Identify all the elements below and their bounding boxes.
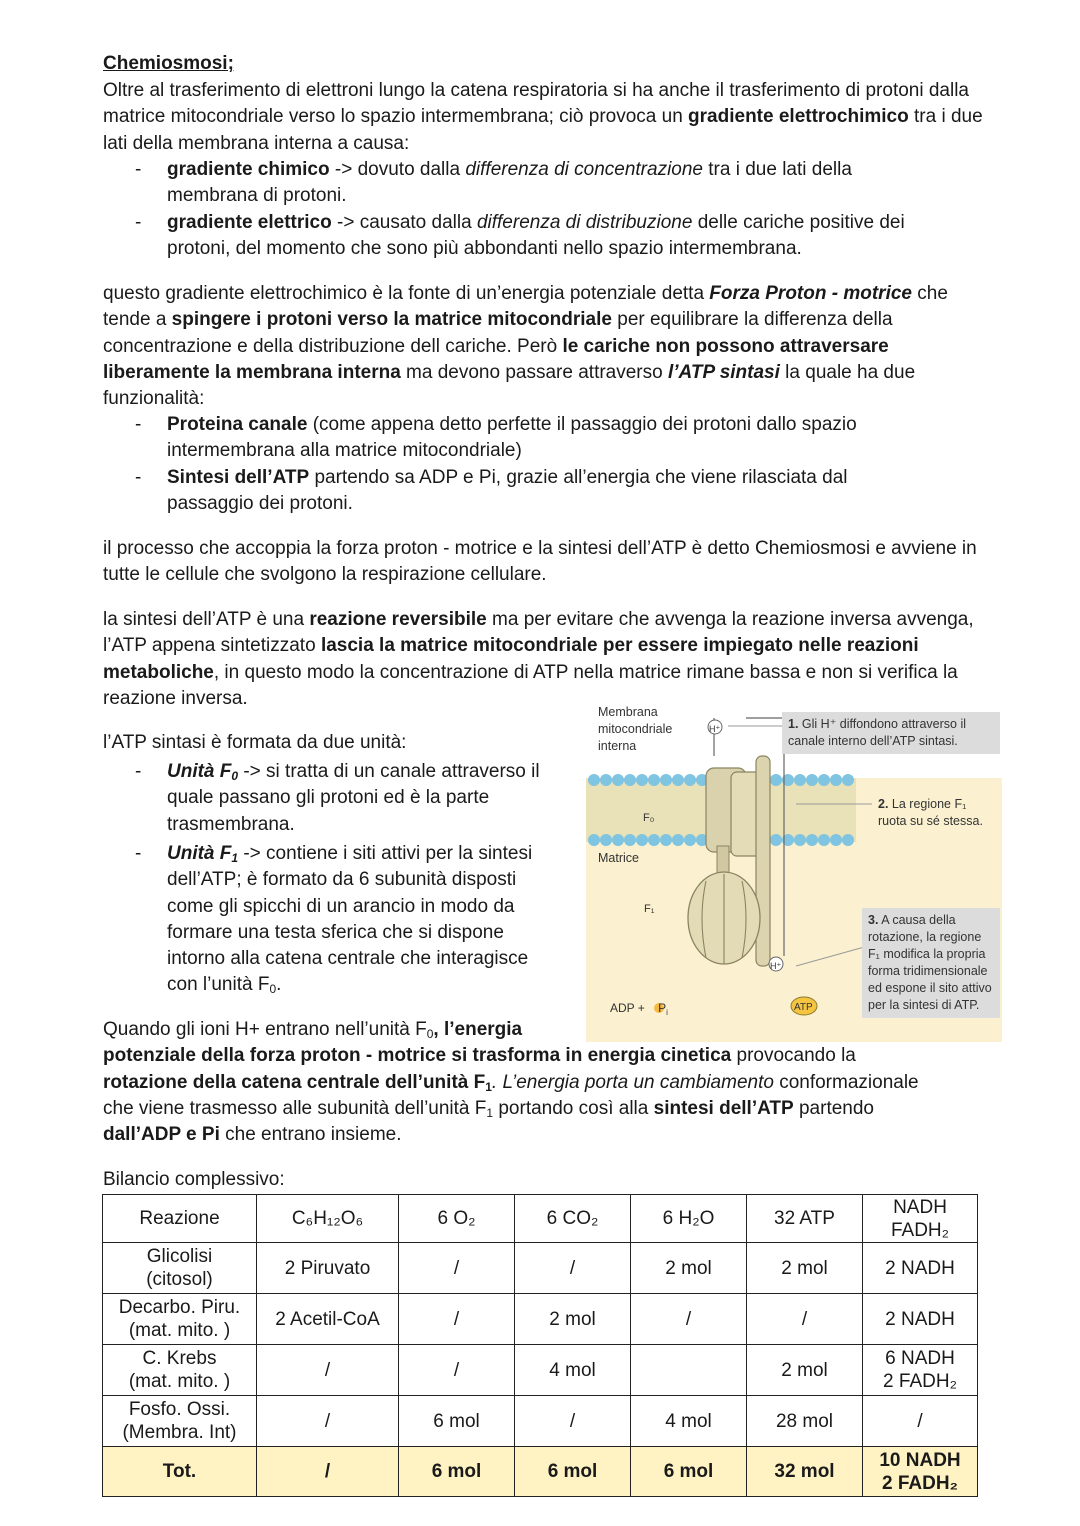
bullet-text: -> dovuto dalla xyxy=(329,159,466,180)
bullet-dash: - xyxy=(135,843,142,864)
text: ma devono passare attraverso xyxy=(400,361,668,383)
cell-text: 10 NADH xyxy=(879,1449,961,1471)
bullet-gradient-chemical xyxy=(103,157,983,210)
cell-text: Decarbo. Piru. xyxy=(118,1297,241,1318)
table-cell: / xyxy=(399,1345,515,1396)
cell-text: (Membra. Int) xyxy=(122,1422,237,1443)
bullet-italic: differenza di distribuzione xyxy=(476,212,693,233)
text: per equilibrare la differenza della concentrazione e della distribuzione dell cariche. Però xyxy=(103,309,893,357)
chemiosmosis-paragraph: il processo che accoppia la forza proton - motrice e la sintesi dell’ATP è detto Chemiosmosi e avviene in tutte le cellule che svolgono la respirazione cellulare. xyxy=(103,538,977,586)
bullet-text: tra i due lati della xyxy=(703,159,852,180)
callout-number: 2. xyxy=(878,797,889,811)
bullet-function-synthesis xyxy=(103,465,983,518)
table-cell: 2 Piruvato xyxy=(257,1243,399,1294)
text: ma per evitare che avvenga la reazione inversa avvenga, l’ATP appena sintetizzato xyxy=(103,609,974,657)
f1-label: F₁ xyxy=(644,903,655,915)
header-cell xyxy=(863,1195,978,1243)
cell-text: Glicolisi xyxy=(146,1246,213,1267)
table-cell: / xyxy=(515,1396,631,1447)
text: Quando gli ioni H+ entrano nell’unità F xyxy=(103,1019,427,1040)
table-header-row xyxy=(103,1195,978,1243)
bold-text: spingere i protoni verso la matrice mitocondriale xyxy=(171,309,612,331)
energy-paragraph xyxy=(103,1017,983,1148)
header-cell: 6 H₂O xyxy=(631,1195,747,1243)
balance-table xyxy=(102,1194,978,1497)
table-cell: 2 NADH xyxy=(863,1294,978,1345)
table-cell: 2 mol xyxy=(631,1243,747,1294)
bold-italic-text: l’ATP sintasi xyxy=(667,361,780,383)
bullet-text: delle cariche positive dei xyxy=(692,212,905,233)
unit-name: Unità F xyxy=(167,843,232,864)
table-cell: 2 Acetil-CoA xyxy=(257,1294,399,1345)
table-cell: 28 mol xyxy=(747,1396,863,1447)
bullet-dash: - xyxy=(135,212,142,233)
bold-text: lascia la matrice mitocondriale per essere impiegato nelle reazioni metaboliche xyxy=(103,635,919,683)
header-cell: 6 CO₂ xyxy=(515,1195,631,1243)
bullet-text: con l’unità F xyxy=(167,974,270,996)
bullet-bold: Sintesi dell’ATP xyxy=(167,467,310,488)
bold-italic-text: Forza Proton - motrice xyxy=(709,283,912,304)
bullet-text: membrana di protoni. xyxy=(167,185,347,207)
table-row xyxy=(103,1294,978,1345)
total-cell: 6 mol xyxy=(631,1447,747,1497)
bold-text: dall’ADP e Pi xyxy=(103,1124,220,1146)
table-cell: 2 mol xyxy=(515,1294,631,1345)
callout-number: 3. xyxy=(868,913,879,927)
table-cell: / xyxy=(257,1345,399,1396)
callout-text: A causa della rotazione, la regione F₁ modifica la propria forma tridimensionale ed espone il sito attivo per la sintesi di ATP. xyxy=(868,913,992,1012)
atp-label: ATP xyxy=(794,1002,813,1013)
bullet-text: trasmembrana. xyxy=(167,813,295,835)
callout-1 xyxy=(782,712,1000,754)
atp-synthase-figure xyxy=(586,696,1002,1042)
bold-text: , l’energia xyxy=(433,1019,523,1040)
bullet-text: quale passano gli protoni ed è la parte xyxy=(167,787,490,809)
table-caption: Bilancio complessivo: xyxy=(103,1169,285,1190)
text: conformazionale xyxy=(773,1071,919,1093)
cell-text: 6 NADH xyxy=(885,1348,955,1369)
callout-number: 1. xyxy=(788,717,799,731)
unit-name: Unità F xyxy=(167,761,232,782)
bullet-dash: - xyxy=(135,159,142,180)
bold-text: rotazione della catena centrale dell’unità F xyxy=(103,1071,486,1093)
cell-text: (citosol) xyxy=(146,1269,213,1290)
bullet-text: (come appena detto perfette il passaggio dei protoni dallo spazio xyxy=(307,414,857,435)
table-cell: / xyxy=(515,1243,631,1294)
bullet-text: intorno alla catena centrale che interagisce xyxy=(167,948,529,970)
row-name-cell xyxy=(103,1294,257,1345)
bullet-gradient-electric xyxy=(103,210,983,263)
header-cell: 32 ATP xyxy=(747,1195,863,1243)
intro-bold: gradiente elettrochimico xyxy=(688,106,909,128)
bullet-text: -> contiene i siti attivi per la sintesi xyxy=(238,843,533,864)
table-row xyxy=(103,1396,978,1447)
bullet-italic: differenza di concentrazione xyxy=(465,159,703,180)
bullet-dash: - xyxy=(135,761,142,782)
bullet-text: intermembrana alla matrice mitocondriale) xyxy=(167,440,522,462)
units-intro: l’ATP sintasi è formata da due unità: xyxy=(103,732,407,753)
f0-label: F₀ xyxy=(643,812,655,824)
total-cell: 6 mol xyxy=(399,1447,515,1497)
bold-text: reazione reversibile xyxy=(309,609,487,630)
bullet-unit-f0 xyxy=(103,759,573,839)
h-plus-label: H⁺ xyxy=(709,724,721,734)
row-name-cell xyxy=(103,1396,257,1447)
subscript: 1 xyxy=(486,1105,494,1120)
bold-text: sintesi dell’ATP xyxy=(653,1097,794,1119)
header-cell: 6 O₂ xyxy=(399,1195,515,1243)
table-cell: 2 mol xyxy=(747,1243,863,1294)
bullet-unit-f1 xyxy=(103,841,573,1001)
bullet-dash: - xyxy=(135,467,142,488)
h-plus-label: H⁺ xyxy=(770,961,782,971)
text: questo gradiente elettrochimico è la fonte di un’energia potenziale detta xyxy=(103,283,710,304)
intro-text-2: tra i due lati della membrana interna a causa: xyxy=(103,106,983,154)
bullet-text: -> causato dalla xyxy=(331,212,477,233)
section-title: Chemiosmosi; xyxy=(103,53,234,74)
bullet-text: dell’ATP; è formato da 6 subunità disposti xyxy=(167,869,517,891)
proton-force-paragraph xyxy=(103,281,983,412)
bullet-text: partendo sa ADP e Pi, grazie all’energia che viene rilasciata dal xyxy=(309,467,848,488)
text: la quale ha due funzionalità: xyxy=(103,361,916,410)
bold-text: potenziale della forza proton - motrice si trasforma in energia cinetica xyxy=(103,1045,732,1067)
table-row xyxy=(103,1345,978,1396)
unit-subscript: 0 xyxy=(231,769,239,783)
membrane-label xyxy=(598,704,672,755)
label-text: Membrana xyxy=(598,705,658,719)
subscript: 0 xyxy=(426,1027,434,1041)
text: che tende a xyxy=(103,283,948,331)
bullet-bold: Proteina canale xyxy=(167,414,308,435)
adp-text: ADP + xyxy=(610,1001,645,1015)
table-cell: 4 mol xyxy=(631,1396,747,1447)
text: che viene trasmesso alle subunità dell’unità F xyxy=(103,1097,487,1119)
callout-text: La regione F₁ ruota su sé stessa. xyxy=(878,797,983,828)
bullet-text: passaggio dei protoni. xyxy=(167,493,353,515)
label-text: mitocondriale xyxy=(598,722,673,736)
table-cell: / xyxy=(631,1294,747,1345)
bullet-text: come gli spicchi di un arancio in modo da xyxy=(167,895,515,917)
callout-2 xyxy=(872,792,1002,834)
table-cell: / xyxy=(257,1396,399,1447)
bullet-function-channel xyxy=(103,412,983,465)
italic-text: . L’energia porta un cambiamento xyxy=(491,1071,774,1093)
adp-pi-label xyxy=(610,1000,668,1017)
matrix-label: Matrice xyxy=(598,851,639,865)
row-name-cell xyxy=(103,1345,257,1396)
cell-text: 2 FADH₂ xyxy=(881,1472,958,1494)
balance-table-wrapper xyxy=(102,1194,978,1497)
cell-text: (mat. mito. ) xyxy=(128,1320,231,1341)
table-cell: 2 NADH xyxy=(863,1243,978,1294)
text: partendo xyxy=(793,1097,874,1119)
callout-text: Gli H⁺ diffondono attraverso il canale interno dell’ATP sintasi. xyxy=(788,717,967,748)
bullet-text: protoni, del momento che sono più abbondanti nello spazio intermembrana. xyxy=(167,238,802,260)
label-text: interna xyxy=(598,739,637,753)
table-cell: 4 mol xyxy=(515,1345,631,1396)
intro-text-1: Oltre al trasferimento di elettroni lungo la catena respiratoria si ha anche il trasferimento di protoni dalla matrice mitocondriale verso lo spazio intermembrana; ciò provoca un xyxy=(103,80,970,128)
pi-text: P xyxy=(658,1001,667,1015)
callout-3 xyxy=(862,908,1000,1018)
total-name-cell: Tot. xyxy=(103,1447,257,1497)
cell-text: C. Krebs xyxy=(142,1348,217,1369)
bold-text: le cariche non possono attraversare liberamente la membrana interna xyxy=(103,335,889,383)
text: la sintesi dell’ATP è una xyxy=(103,609,310,630)
table-cell: 2 mol xyxy=(747,1345,863,1396)
table-total-row xyxy=(103,1447,978,1497)
bullet-text: -> si tratta di un canale attraverso il xyxy=(238,761,540,782)
cell-text: (mat. mito. ) xyxy=(128,1371,231,1392)
table-cell: 6 mol xyxy=(399,1396,515,1447)
unit-subscript: 0 xyxy=(269,982,277,997)
header-text: FADH₂ xyxy=(890,1219,950,1241)
text: che entrano insieme. xyxy=(219,1124,402,1146)
header-text: NADH xyxy=(893,1196,947,1218)
subscript: 1 xyxy=(485,1079,492,1094)
total-cell xyxy=(863,1447,978,1497)
table-row xyxy=(103,1243,978,1294)
text: , in questo modo la concentrazione di ATP nella matrice rimane bassa e non si verifica la reazione inversa. xyxy=(103,661,958,709)
bullet-text: formare una testa sferica che si dispone xyxy=(167,921,504,943)
bullet-bold: gradiente chimico xyxy=(167,159,330,180)
table-cell: / xyxy=(399,1294,515,1345)
total-cell: 6 mol xyxy=(515,1447,631,1497)
table-cell: / xyxy=(747,1294,863,1345)
total-cell: / xyxy=(257,1447,399,1497)
text: portando così alla xyxy=(493,1097,654,1119)
cell-text: 2 FADH₂ xyxy=(883,1371,957,1392)
unit-subscript: 1 xyxy=(231,851,239,865)
header-cell: Reazione xyxy=(103,1195,257,1243)
bullet-text: . xyxy=(276,974,282,996)
text: provocando la xyxy=(731,1045,856,1067)
pi-subscript: i xyxy=(666,1008,668,1017)
row-name-cell xyxy=(103,1243,257,1294)
bullet-bold: gradiente elettrico xyxy=(167,212,332,233)
intro-paragraph xyxy=(103,78,983,157)
header-cell: C₆H₁₂O₆ xyxy=(257,1195,399,1243)
table-cell xyxy=(863,1345,978,1396)
table-cell: / xyxy=(399,1243,515,1294)
table-cell xyxy=(631,1345,747,1396)
total-cell: 32 mol xyxy=(747,1447,863,1497)
bullet-dash: - xyxy=(135,414,142,435)
table-cell: / xyxy=(863,1396,978,1447)
cell-text: Fosfo. Ossi. xyxy=(128,1399,231,1420)
